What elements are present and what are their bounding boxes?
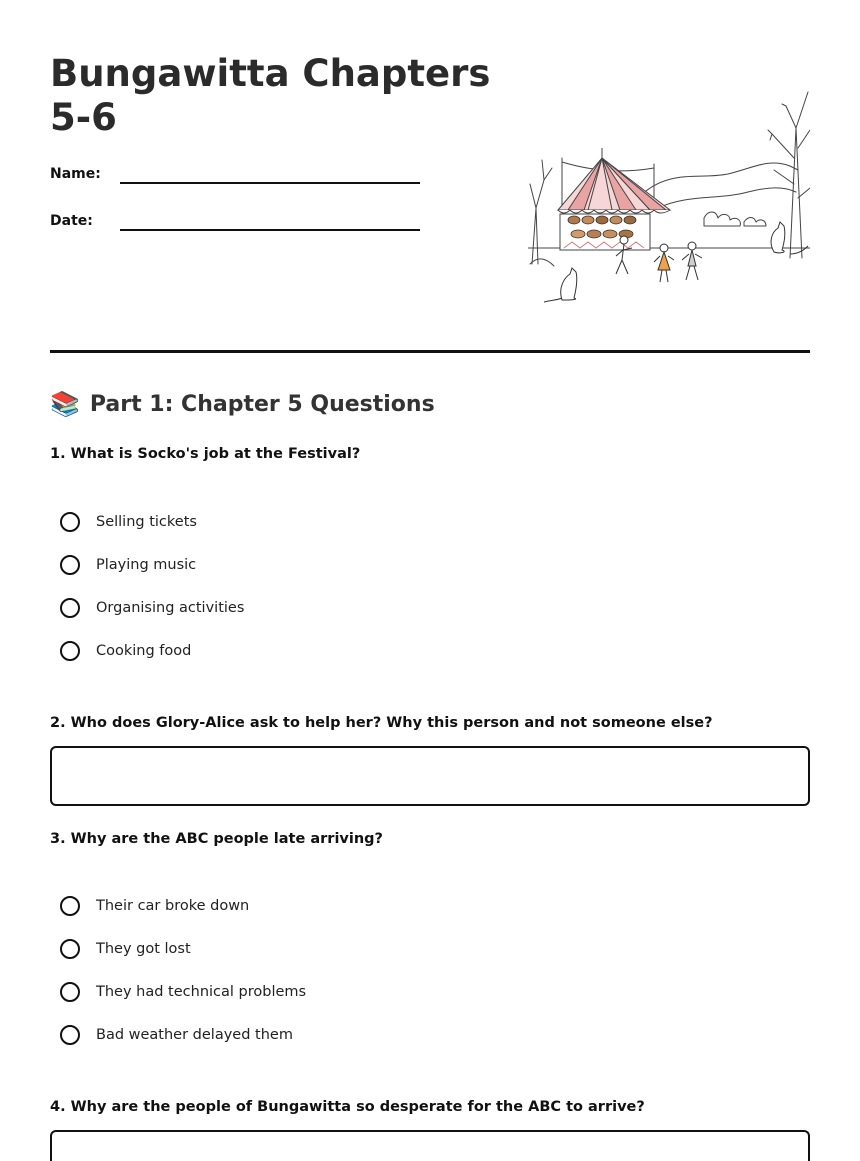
question-3-option-2[interactable] bbox=[60, 936, 191, 962]
radio-button[interactable] bbox=[60, 896, 80, 916]
radio-button[interactable] bbox=[60, 939, 80, 959]
question-4-prompt: 4. Why are the people of Bungawitta so desperate for the ABC to arrive? bbox=[50, 1099, 645, 1115]
date-field bbox=[50, 213, 420, 243]
question-3-option-4[interactable] bbox=[60, 1022, 293, 1048]
question-1-prompt: 1. What is Socko's job at the Festival? bbox=[50, 446, 361, 462]
worksheet-page bbox=[50, 0, 810, 1161]
radio-button[interactable] bbox=[60, 512, 80, 532]
name-label: Name: bbox=[50, 166, 101, 182]
question-3-option-3[interactable] bbox=[60, 979, 306, 1005]
question-1-option-2[interactable] bbox=[60, 552, 196, 578]
option-label: They had technical problems bbox=[96, 984, 307, 1000]
date-line[interactable] bbox=[120, 229, 420, 231]
radio-button[interactable] bbox=[60, 982, 80, 1002]
date-label: Date: bbox=[50, 213, 93, 229]
festival-scene-illustration bbox=[528, 88, 810, 306]
option-label: Selling tickets bbox=[96, 514, 197, 530]
books-icon: 📚 bbox=[50, 390, 80, 418]
option-label: Their car broke down bbox=[96, 898, 250, 914]
radio-button[interactable] bbox=[60, 555, 80, 575]
name-line[interactable] bbox=[120, 182, 420, 184]
option-label: They got lost bbox=[96, 941, 191, 957]
option-label: Organising activities bbox=[96, 600, 245, 616]
header-divider bbox=[50, 350, 810, 353]
question-2-prompt: 2. Who does Glory-Alice ask to help her? Why this person and not someone else? bbox=[50, 715, 713, 731]
part1-heading bbox=[50, 389, 435, 419]
question-3-prompt: 3. Why are the ABC people late arriving? bbox=[50, 831, 383, 847]
name-field bbox=[50, 166, 420, 196]
section-title: Part 1: Chapter 5 Questions bbox=[89, 391, 435, 417]
question-1-option-4[interactable] bbox=[60, 638, 191, 664]
page-title: Bungawitta Chapters 5-6 bbox=[50, 52, 491, 139]
question-1-option-3[interactable] bbox=[60, 595, 244, 621]
question-4-answer-box[interactable] bbox=[50, 1130, 810, 1161]
radio-button[interactable] bbox=[60, 1025, 80, 1045]
option-label: Playing music bbox=[96, 557, 197, 573]
question-3-option-1[interactable] bbox=[60, 893, 249, 919]
question-2-answer-box[interactable] bbox=[50, 746, 810, 806]
worksheet-header bbox=[50, 0, 810, 352]
radio-button[interactable] bbox=[60, 641, 80, 661]
question-1-option-1[interactable] bbox=[60, 509, 197, 535]
option-label: Bad weather delayed them bbox=[96, 1027, 293, 1043]
option-label: Cooking food bbox=[96, 643, 192, 659]
radio-button[interactable] bbox=[60, 598, 80, 618]
